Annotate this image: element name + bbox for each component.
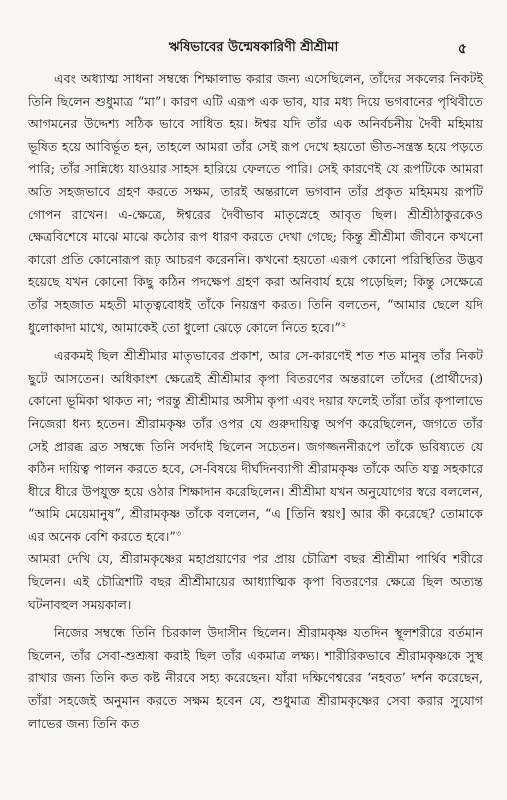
paragraph-3-text: নিজের সম্বন্ধে তিনি চিরকাল উদাসীন ছিলেন। শ্রীরামকৃষ্ণ যতদিন স্থূলশরীরে বর্তমান ছিলেন, তাঁর সেবা-শুশ্রূষা করাই ছিল তাঁর একমাত্র লক্ষ্য। শারীরিকভাবে শ্রীরামকৃষ্ণকে সুস্থ রাখার জন্য তিনি কত কষ্ট নীরবে সহ্য করেছেন। যাঁরা দক্ষিণেশ্বরের ‘নহবত’ দর্শন করেছেন, তাঁরা সহজেই অনুমান করতে সক্ষম হবেন যে, শুধুমাত্র শ্রীরামকৃষ্ণের সেবা করার সুযোগ লাভের জন্য তিনি কত <box>28 625 483 731</box>
page-number: ৫ <box>457 41 467 57</box>
paragraph-1-text: এবং অধ্যাত্ম সাধনা সম্বন্ধে শিক্ষালাভ করার জন্য এসেছিলেন, তাঁদের সকলের নিকটই তিনি ছিলেন শুধুমাত্র “মা”। কারণ এটি এরূপ এক ভাব, যার মধ্য দিয়ে ভগবানের পৃথিবীতে আগমনের উদ্দেশ্য সঠিক ভাবে সাধিত হয়। ঈশ্বর যদি তাঁর এক অনির্বচনীয় দৈবী মহিমায় ভূষিত হয়ে আবির্ভূত হন, তাহলে আমরা তাঁর সেই রূপ দেখে হয়তো ভীত-সন্ত্রস্ত হয়ে পড়তে পারি; তাঁর সান্নিধ্যে যাওয়ার সাহস হারিয়ে ফেলতে পারি। সেই কারণেই যে রূপটিকে আমরা অতি সহজভাবে গ্রহণ করতে সক্ষম, তারই অন্তরালে ভগবান তাঁর প্রকৃত মহিমময় রূপটি গোপন রাখেন। এ-ক্ষেত্রে, ঈশ্বরের দৈবীভাব মাতৃস্নেহে আবৃত ছিল। শ্রীশ্রীঠাকুরকেও ক্ষেত্রবিশেষে মাঝে মাঝে কঠোর রূপ ধারণ করতে দেখা গেছে; কিন্তু শ্রীশ্রীমা জীবনে কখনো কারো প্রতি কোনোরূপ রূঢ় আচরণ করেননি। কখনো হয়তো এরূপ কোনো পরিস্থিতির উদ্ভব হয়েছে যখন কোনো কিছু কঠিন পদক্ষেপ গ্রহণ করা অনিবার্য হয়ে পড়েছিল; কিন্তু সেক্ষেত্রে তাঁর সহজাত মহতী মাতৃত্ববোধই তাঁকে নিয়ন্ত্রণ করত। তিনি বলতেন, “আমার ছেলে যদি ধুলোকাদা মাখে, আমাকেই তো ধুলো ঝেড়ে কোলে নিতে হবে।” <box>28 71 483 335</box>
footnote-marker-2: ২ <box>340 319 347 329</box>
running-title: ঋষিভাবের উন্মেষকারিণী শ্রীশ্রীমা <box>168 40 339 55</box>
paragraph-2-text: এরকমই ছিল শ্রীশ্রীমার মাতৃভাবের প্রকাশ, আর সে-কারণেই শত শত মানুষ তাঁর নিকট ছুটে আসতেন। অধিকাংশ ক্ষেত্রেই শ্রীশ্রীমার কৃপা বিতরণের অন্তরালে তাঁদের (প্রার্থীদের) কোনো ভূমিকা থাকত না; পরন্তু শ্রীশ্রীমার অসীম কৃপা এবং দয়ার ফলেই তাঁরা তাঁর কৃপালাভে নিজেরা ধন্য হতেন। শ্রীরামকৃষ্ণ তাঁর ওপর যে গুরুদায়িত্ব অর্পণ করেছিলেন, জগতে তাঁর সেই প্রারব্ধ ব্রত সম্বন্ধে তিনি সর্বদাই ছিলেন সচেতন। জগজ্জননীরূপে তাঁকে ভবিষ্যতে যে কঠিন দায়িত্ব পালন করতে হবে, সে-বিষয়ে দীর্ঘদিনব্যাপী শ্রীরামকৃষ্ণ তাঁকে অতি যত্ন সহকারে ধীরে ধীরে উপযুক্ত হয়ে ওঠার শিক্ষাদান করেছিলেন। শ্রীশ্রীমা যখন অনুযোগের স্বরে বললেন, “আমি মেয়েমানুষ”, শ্রীরামকৃষ্ণ তাঁকে বললেন, “এ [তিনি স্বয়ং] আর কী করেছে? তোমাকে এর অনেক বেশি করতে হবে।” <box>28 348 483 544</box>
paragraph-1 <box>28 68 483 339</box>
paragraph-2-continuation: আমরা দেখি যে, শ্রীরামকৃষ্ণের মহাপ্রয়াণের পর প্রায় চৌত্রিশ বছর শ্রীশ্রীমা পার্থিব শরীরে ছিলেন। এই চৌত্রিশটি বছর শ্রীশ্রীমায়ের আধ্যাত্মিক কৃপা বিতরণের ক্ষেত্রে ছিল অত্যন্ত ঘটনাবহুল সময়কাল। <box>28 551 483 612</box>
page-header <box>0 38 507 58</box>
body-text <box>28 68 483 735</box>
footnote-marker-3: ৩ <box>175 528 182 538</box>
paragraph-2 <box>28 345 483 616</box>
paragraph-3 <box>28 622 483 735</box>
